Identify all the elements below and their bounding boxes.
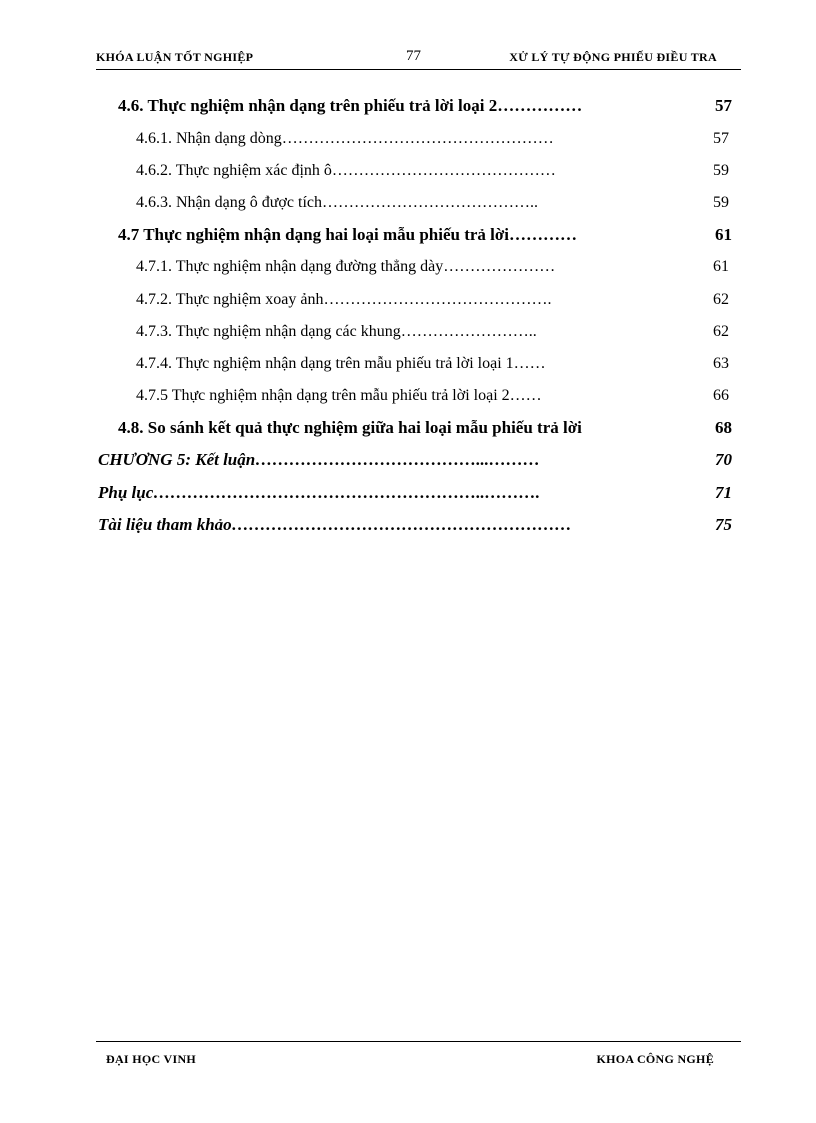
toc-entry-title: CHƯƠNG 5: Kết luận…………………………………...………	[98, 450, 540, 469]
toc-entry	[136, 320, 729, 344]
toc-entry	[136, 384, 729, 408]
toc-entry	[136, 159, 729, 183]
toc-entry-page: 59	[713, 162, 729, 179]
toc-entry	[136, 191, 729, 215]
footer-faculty: KHOA CÔNG NGHỆ	[596, 1052, 714, 1066]
toc-entry-page: 63	[713, 355, 729, 372]
page-header	[96, 44, 741, 70]
toc-entry-title: 4.6. Thực nghiệm nhận dạng trên phiếu trả lời loại 2……………	[118, 96, 583, 115]
toc-entry-page: 59	[713, 194, 729, 211]
toc-entry	[136, 255, 729, 279]
toc-entry-title: 4.7.2. Thực nghiệm xoay ảnh…………………………………….	[136, 291, 552, 308]
toc-entry-page: 68	[715, 418, 732, 437]
toc-entry	[98, 481, 732, 505]
toc-entry-page: 75	[715, 515, 732, 534]
header-rule	[96, 69, 741, 70]
toc-entry-page: 57	[715, 96, 732, 115]
toc-entry-page: 62	[713, 291, 729, 308]
toc-entry	[98, 448, 732, 472]
footer-rule	[96, 1041, 741, 1042]
toc-entry	[118, 223, 732, 247]
toc-entry-title: 4.7 Thực nghiệm nhận dạng hai loại mẫu phiếu trả lời…………	[118, 225, 578, 244]
toc-entry-page: 61	[715, 225, 732, 244]
toc-entry-title: 4.8. So sánh kết quả thực nghiệm giữa hai loại mẫu phiếu trả lời	[118, 418, 582, 437]
toc-entry	[118, 416, 732, 440]
toc-entry	[98, 513, 732, 537]
toc-entry-title: 4.7.4. Thực nghiệm nhận dạng trên mẫu phiếu trả lời loại 1……	[136, 355, 546, 372]
toc-entry-title: 4.7.1. Thực nghiệm nhận dạng đường thẳng dày…………………	[136, 258, 556, 275]
toc-entry-page: 70	[715, 450, 732, 469]
toc-entry-title: 4.7.5 Thực nghiệm nhận dạng trên mẫu phiếu trả lời loại 2……	[136, 387, 542, 404]
toc-entry-title: Phụ lục…………………………………………………..……….	[98, 483, 541, 502]
toc-entry-page: 66	[713, 387, 729, 404]
toc-entry-title: 4.7.3. Thực nghiệm nhận dạng các khung……………………..	[136, 323, 537, 340]
footer-university: ĐẠI HỌC VINH	[106, 1052, 197, 1066]
toc-entry	[136, 288, 729, 312]
toc-entry-title: Tài liệu tham khảo……………………………………………………	[98, 515, 572, 534]
toc-entry	[136, 127, 729, 151]
toc-entry-title: 4.6.1. Nhận dạng dòng……………………………………………	[136, 130, 554, 147]
toc-entry-page: 57	[713, 130, 729, 147]
toc-entry-page: 62	[713, 323, 729, 340]
header-page-number: 77	[406, 48, 421, 64]
toc-entry-title: 4.6.3. Nhận dạng ô được tích…………………………………..	[136, 194, 538, 211]
header-thesis-label: KHÓA LUẬN TỐT NGHIỆP	[96, 50, 254, 64]
toc-entry-page: 71	[715, 483, 732, 502]
toc-entry-page: 61	[713, 258, 729, 275]
toc-entry	[136, 352, 729, 376]
toc-entry	[118, 94, 732, 118]
toc-entry-title: 4.6.2. Thực nghiệm xác định ô……………………………………	[136, 162, 556, 179]
header-topic-label: XỬ LÝ TỰ ĐỘNG PHIẾU ĐIỀU TRA	[509, 50, 717, 64]
